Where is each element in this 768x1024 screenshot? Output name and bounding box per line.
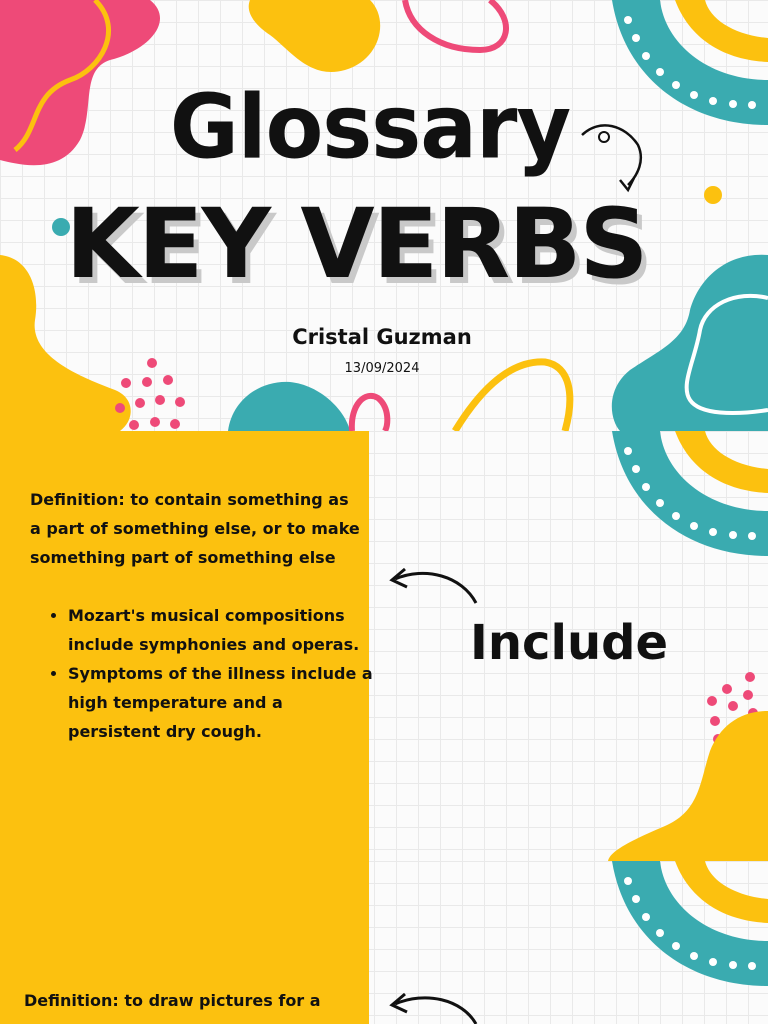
teal-blob-bottom <box>228 382 350 431</box>
next-definition: Definition: to draw pictures for a <box>24 991 321 1010</box>
title-glossary: Glossary <box>169 75 571 179</box>
example-item: • Symptoms of the illness include a high temperature and a persistent dry cough. <box>68 659 378 746</box>
presentation-date: 13/09/2024 <box>344 361 420 376</box>
include-slide <box>0 431 768 861</box>
yellow-arch <box>675 431 768 493</box>
pink-loop-bottom <box>352 396 387 431</box>
author-name: Cristal Guzman <box>292 325 472 349</box>
yellow-arch-top <box>675 0 768 62</box>
title-key-verbs: KEY VERBS <box>65 188 647 300</box>
include-definition: Definition: to contain something as a part of something else, or to make something part of something else <box>30 490 360 567</box>
next-slide <box>0 861 768 1024</box>
cover-slide <box>0 0 768 431</box>
example-item: • Mozart's musical compositions include symphonies and operas. <box>68 601 378 659</box>
yellow-blob-top <box>249 0 380 72</box>
verb-word: Include <box>470 615 669 671</box>
left-arrow <box>395 573 476 603</box>
yellow-arch <box>675 861 768 923</box>
include-examples <box>48 601 378 746</box>
pink-loop <box>405 0 506 50</box>
yellow-blob <box>608 711 768 861</box>
